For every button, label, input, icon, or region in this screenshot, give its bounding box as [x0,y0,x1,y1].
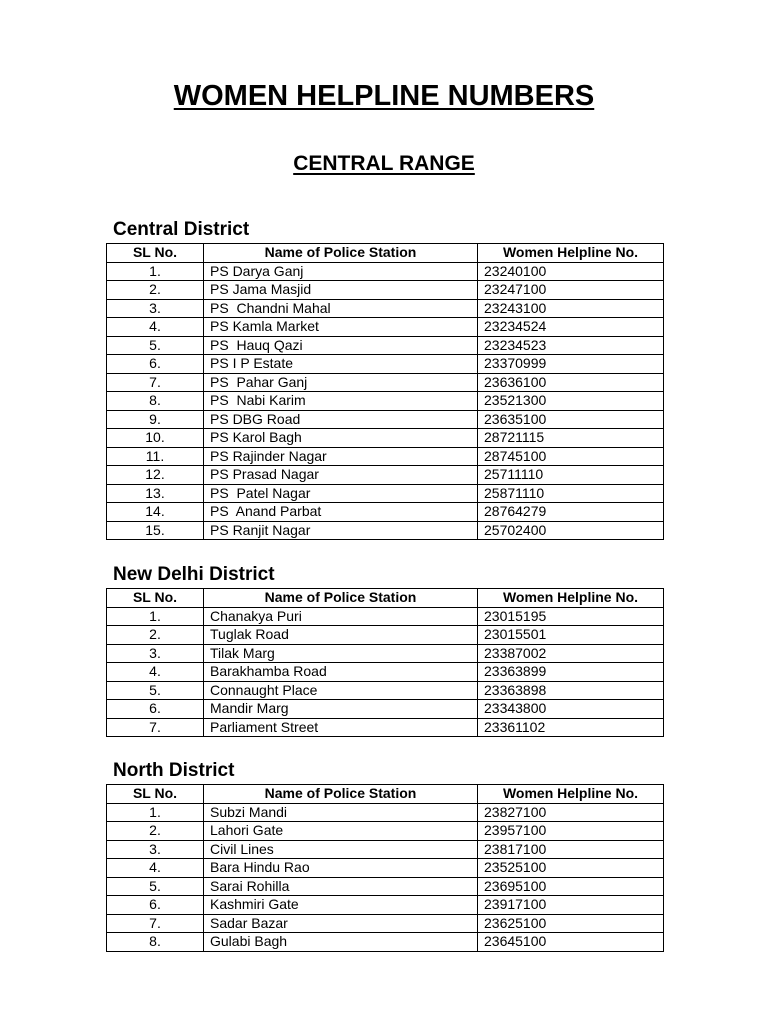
table-row [107,466,664,485]
table-row [107,262,664,281]
table-row [107,373,664,392]
table-row [107,859,664,878]
helpline-number: 28745100 [478,447,664,466]
helpline-number: 25871110 [478,484,664,503]
district-heading: North District [113,760,235,781]
table-header-row [107,244,664,263]
table-row [107,484,664,503]
station-name: PS Kamla Market [204,318,478,337]
station-name: Subzi Mandi [204,803,478,822]
station-name: PS Pahar Ganj [204,373,478,392]
helpline-number: 23521300 [478,392,664,411]
helpline-number: 23645100 [478,933,664,952]
header-helpline: Women Helpline No. [478,244,664,263]
sl-number: 13. [107,484,204,503]
helpline-number: 23957100 [478,822,664,841]
sl-number: 3. [107,299,204,318]
station-name: PS Anand Parbat [204,503,478,522]
station-table [106,588,664,737]
sl-number: 1. [107,262,204,281]
table-row [107,803,664,822]
station-name: Tuglak Road [204,626,478,645]
sl-number: 15. [107,521,204,540]
station-table [106,784,664,952]
helpline-number: 23695100 [478,877,664,896]
sl-number: 5. [107,681,204,700]
table-row [107,933,664,952]
table-row [107,318,664,337]
helpline-number: 23370999 [478,355,664,374]
helpline-number: 23525100 [478,859,664,878]
station-name: Mandir Marg [204,700,478,719]
header-station: Name of Police Station [204,785,478,804]
helpline-number: 23361102 [478,718,664,737]
station-name: PS Nabi Karim [204,392,478,411]
station-name: Tilak Marg [204,644,478,663]
sl-number: 2. [107,626,204,645]
sl-number: 14. [107,503,204,522]
sl-number: 10. [107,429,204,448]
table-row [107,840,664,859]
table-row [107,429,664,448]
station-name: PS I P Estate [204,355,478,374]
helpline-number: 23635100 [478,410,664,429]
station-name: Sadar Bazar [204,914,478,933]
sl-number: 3. [107,840,204,859]
station-name: Parliament Street [204,718,478,737]
sl-number: 4. [107,859,204,878]
station-name: Barakhamba Road [204,663,478,682]
helpline-number: 23387002 [478,644,664,663]
station-name: Kashmiri Gate [204,896,478,915]
station-name: PS Darya Ganj [204,262,478,281]
helpline-number: 28764279 [478,503,664,522]
table-row [107,644,664,663]
helpline-number: 23015195 [478,607,664,626]
station-name: Bara Hindu Rao [204,859,478,878]
helpline-number: 23247100 [478,281,664,300]
district-heading: Central District [113,219,250,240]
helpline-number: 23636100 [478,373,664,392]
header-helpline: Women Helpline No. [478,785,664,804]
station-name: Connaught Place [204,681,478,700]
district-new-delhi [106,563,663,737]
table-row [107,663,664,682]
station-name: Chanakya Puri [204,607,478,626]
page-title: WOMEN HELPLINE NUMBERS [173,80,595,112]
table-row [107,521,664,540]
sl-number: 1. [107,607,204,626]
helpline-number: 28721115 [478,429,664,448]
station-name: PS Hauq Qazi [204,336,478,355]
table-row [107,355,664,374]
station-name: PS Karol Bagh [204,429,478,448]
helpline-number: 25702400 [478,521,664,540]
table-row [107,503,664,522]
station-name: PS Rajinder Nagar [204,447,478,466]
station-name: PS Chandni Mahal [204,299,478,318]
table-row [107,877,664,896]
table-row [107,822,664,841]
helpline-number: 23015501 [478,626,664,645]
sl-number: 7. [107,718,204,737]
sl-number: 6. [107,355,204,374]
table-row [107,914,664,933]
helpline-number: 23343800 [478,700,664,719]
sl-number: 9. [107,410,204,429]
sl-number: 12. [107,466,204,485]
helpline-number: 23243100 [478,299,664,318]
table-header-row [107,785,664,804]
table-row [107,626,664,645]
table-row [107,281,664,300]
station-name: PS Patel Nagar [204,484,478,503]
sl-number: 6. [107,700,204,719]
district-heading: New Delhi District [113,564,275,585]
sl-number: 2. [107,822,204,841]
station-name: Lahori Gate [204,822,478,841]
station-name: Civil Lines [204,840,478,859]
table-row [107,410,664,429]
helpline-number: 23234523 [478,336,664,355]
table-row [107,447,664,466]
header-helpline: Women Helpline No. [478,589,664,608]
helpline-number: 23817100 [478,840,664,859]
station-name: Sarai Rohilla [204,877,478,896]
helpline-number: 23363899 [478,663,664,682]
sl-number: 8. [107,933,204,952]
sl-number: 5. [107,877,204,896]
table-row [107,718,664,737]
table-row [107,700,664,719]
table-row [107,896,664,915]
sl-number: 7. [107,373,204,392]
sl-number: 2. [107,281,204,300]
helpline-number: 23363898 [478,681,664,700]
range-title: CENTRAL RANGE [293,152,475,175]
sl-number: 5. [107,336,204,355]
helpline-number: 23240100 [478,262,664,281]
sl-number: 8. [107,392,204,411]
sl-number: 6. [107,896,204,915]
helpline-number: 23625100 [478,914,664,933]
helpline-number: 25711110 [478,466,664,485]
helpline-number: 23917100 [478,896,664,915]
station-table [106,243,664,540]
sl-number: 4. [107,318,204,337]
sl-number: 1. [107,803,204,822]
table-row [107,336,664,355]
header-sl: SL No. [107,589,204,608]
sl-number: 11. [107,447,204,466]
table-row [107,299,664,318]
sl-number: 4. [107,663,204,682]
table-row [107,607,664,626]
station-name: PS Prasad Nagar [204,466,478,485]
header-station: Name of Police Station [204,244,478,263]
table-header-row [107,589,664,608]
station-name: PS Ranjit Nagar [204,521,478,540]
station-name: Gulabi Bagh [204,933,478,952]
sl-number: 3. [107,644,204,663]
table-row [107,392,664,411]
station-name: PS Jama Masjid [204,281,478,300]
header-sl: SL No. [107,785,204,804]
header-station: Name of Police Station [204,589,478,608]
helpline-number: 23827100 [478,803,664,822]
district-north [106,759,663,952]
helpline-number: 23234524 [478,318,664,337]
station-name: PS DBG Road [204,410,478,429]
table-row [107,681,664,700]
header-sl: SL No. [107,244,204,263]
sl-number: 7. [107,914,204,933]
district-central [106,218,663,540]
